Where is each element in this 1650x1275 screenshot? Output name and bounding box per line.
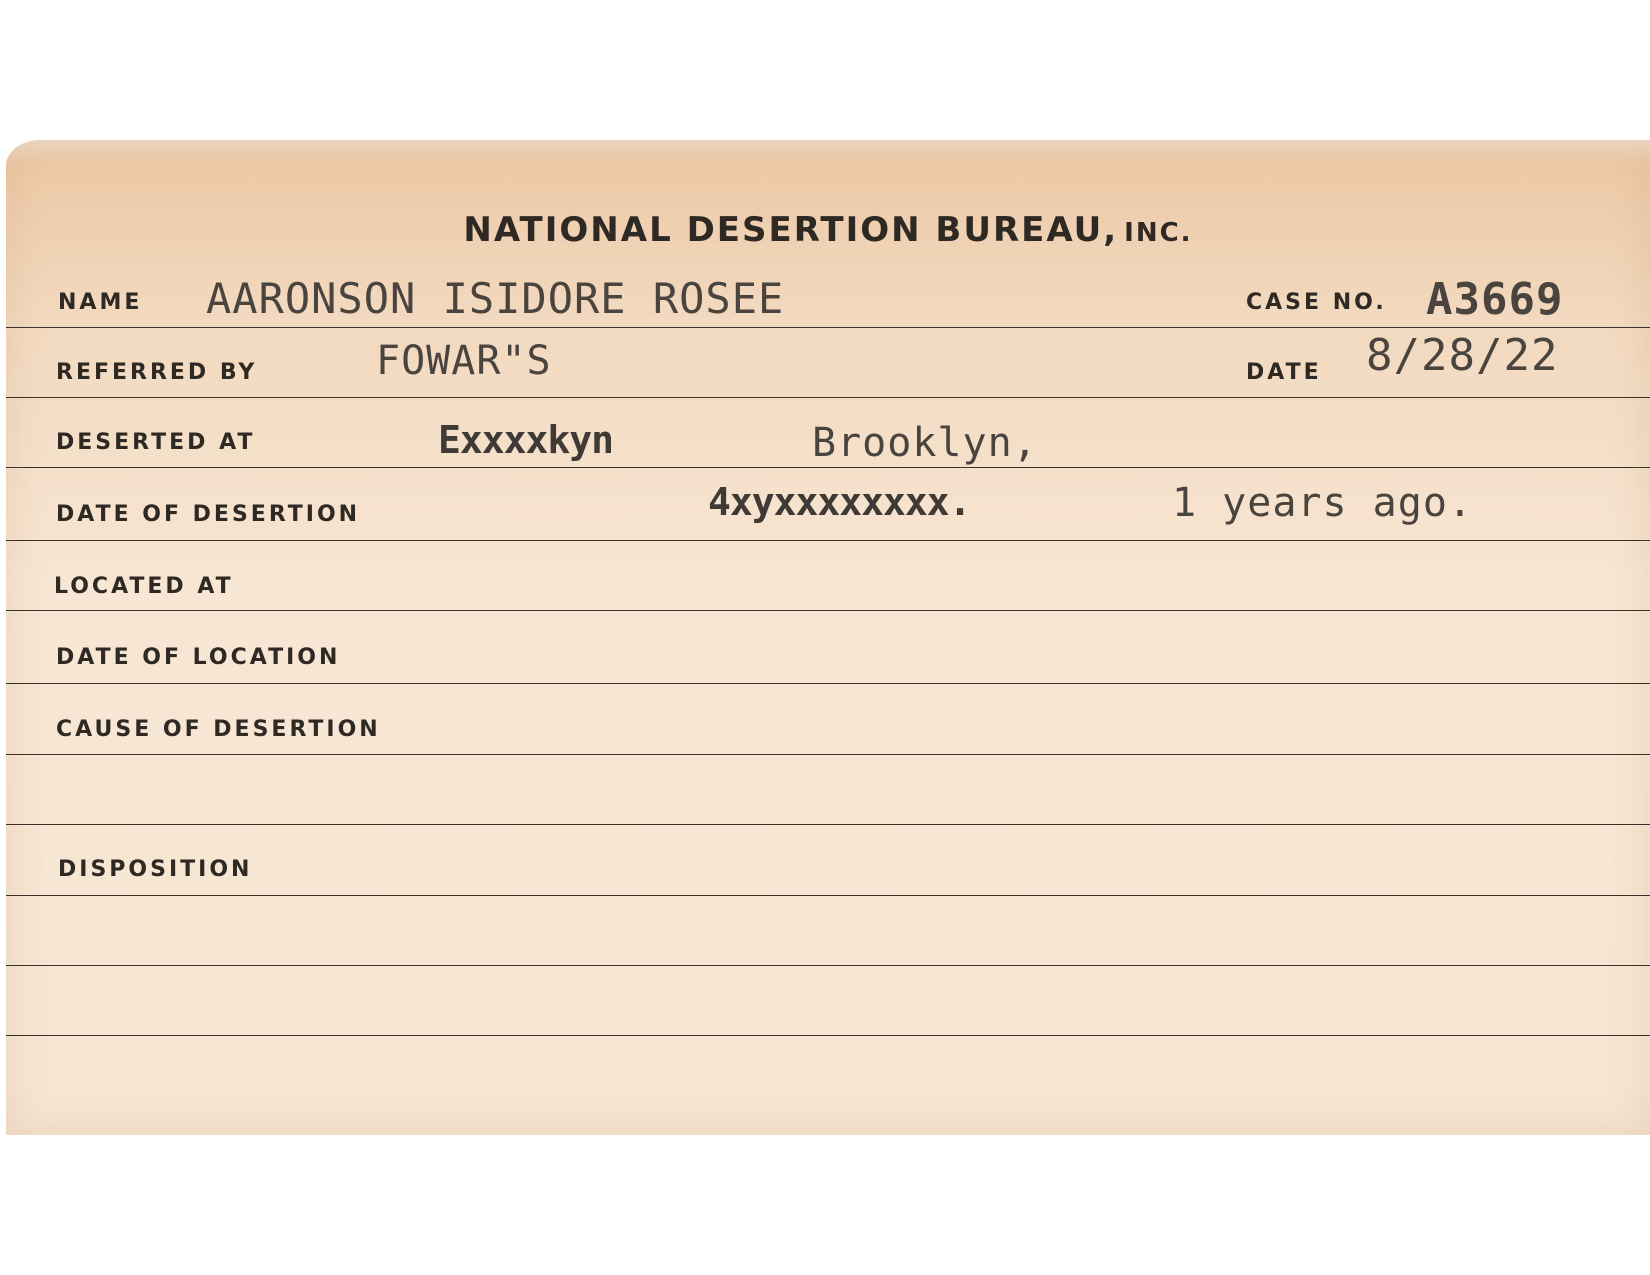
date-value: 8/28/22 bbox=[1366, 330, 1559, 381]
deserted-at-struck-value: Exxxxkyn bbox=[438, 418, 614, 462]
referred-by-label: REFERRED BY bbox=[56, 360, 258, 385]
located-at-label: LOCATED AT bbox=[54, 574, 234, 599]
date-of-desertion-label: DATE OF DESERTION bbox=[56, 502, 361, 527]
rule-line bbox=[6, 754, 1650, 755]
rule-line bbox=[6, 824, 1650, 825]
name-value: AARONSON ISIDORE ROSEE bbox=[206, 274, 785, 323]
date-of-desertion-value: 1 years ago. bbox=[1172, 480, 1473, 526]
rule-line bbox=[6, 327, 1650, 328]
rule-line bbox=[6, 965, 1650, 966]
rule-line bbox=[6, 610, 1650, 611]
rule-line bbox=[6, 1035, 1650, 1036]
card-title bbox=[6, 210, 1650, 250]
rule-line bbox=[6, 683, 1650, 684]
rule-line bbox=[6, 397, 1650, 398]
card-title-text: NATIONAL DESERTION BUREAU, bbox=[463, 210, 1119, 250]
date-of-location-label: DATE OF LOCATION bbox=[56, 645, 341, 670]
rule-line bbox=[6, 467, 1650, 468]
rule-line bbox=[6, 895, 1650, 896]
deserted-at-value: Brooklyn, bbox=[812, 420, 1038, 466]
deserted-at-label: DESERTED AT bbox=[56, 430, 256, 455]
name-label: NAME bbox=[58, 290, 143, 315]
disposition-label: DISPOSITION bbox=[58, 857, 253, 882]
card-title-suffix: INC. bbox=[1124, 218, 1193, 248]
date-of-desertion-struck-value: 4xyxxxxxxxx. bbox=[708, 480, 971, 524]
cause-of-desertion-label: CAUSE OF DESERTION bbox=[56, 717, 381, 742]
date-label: DATE bbox=[1246, 360, 1322, 385]
rule-line bbox=[6, 540, 1650, 541]
referred-by-value: FOWAR"S bbox=[376, 338, 552, 384]
case-no-value: A3669 bbox=[1426, 274, 1564, 325]
record-card bbox=[6, 140, 1650, 1135]
case-no-label: CASE NO. bbox=[1246, 290, 1387, 315]
